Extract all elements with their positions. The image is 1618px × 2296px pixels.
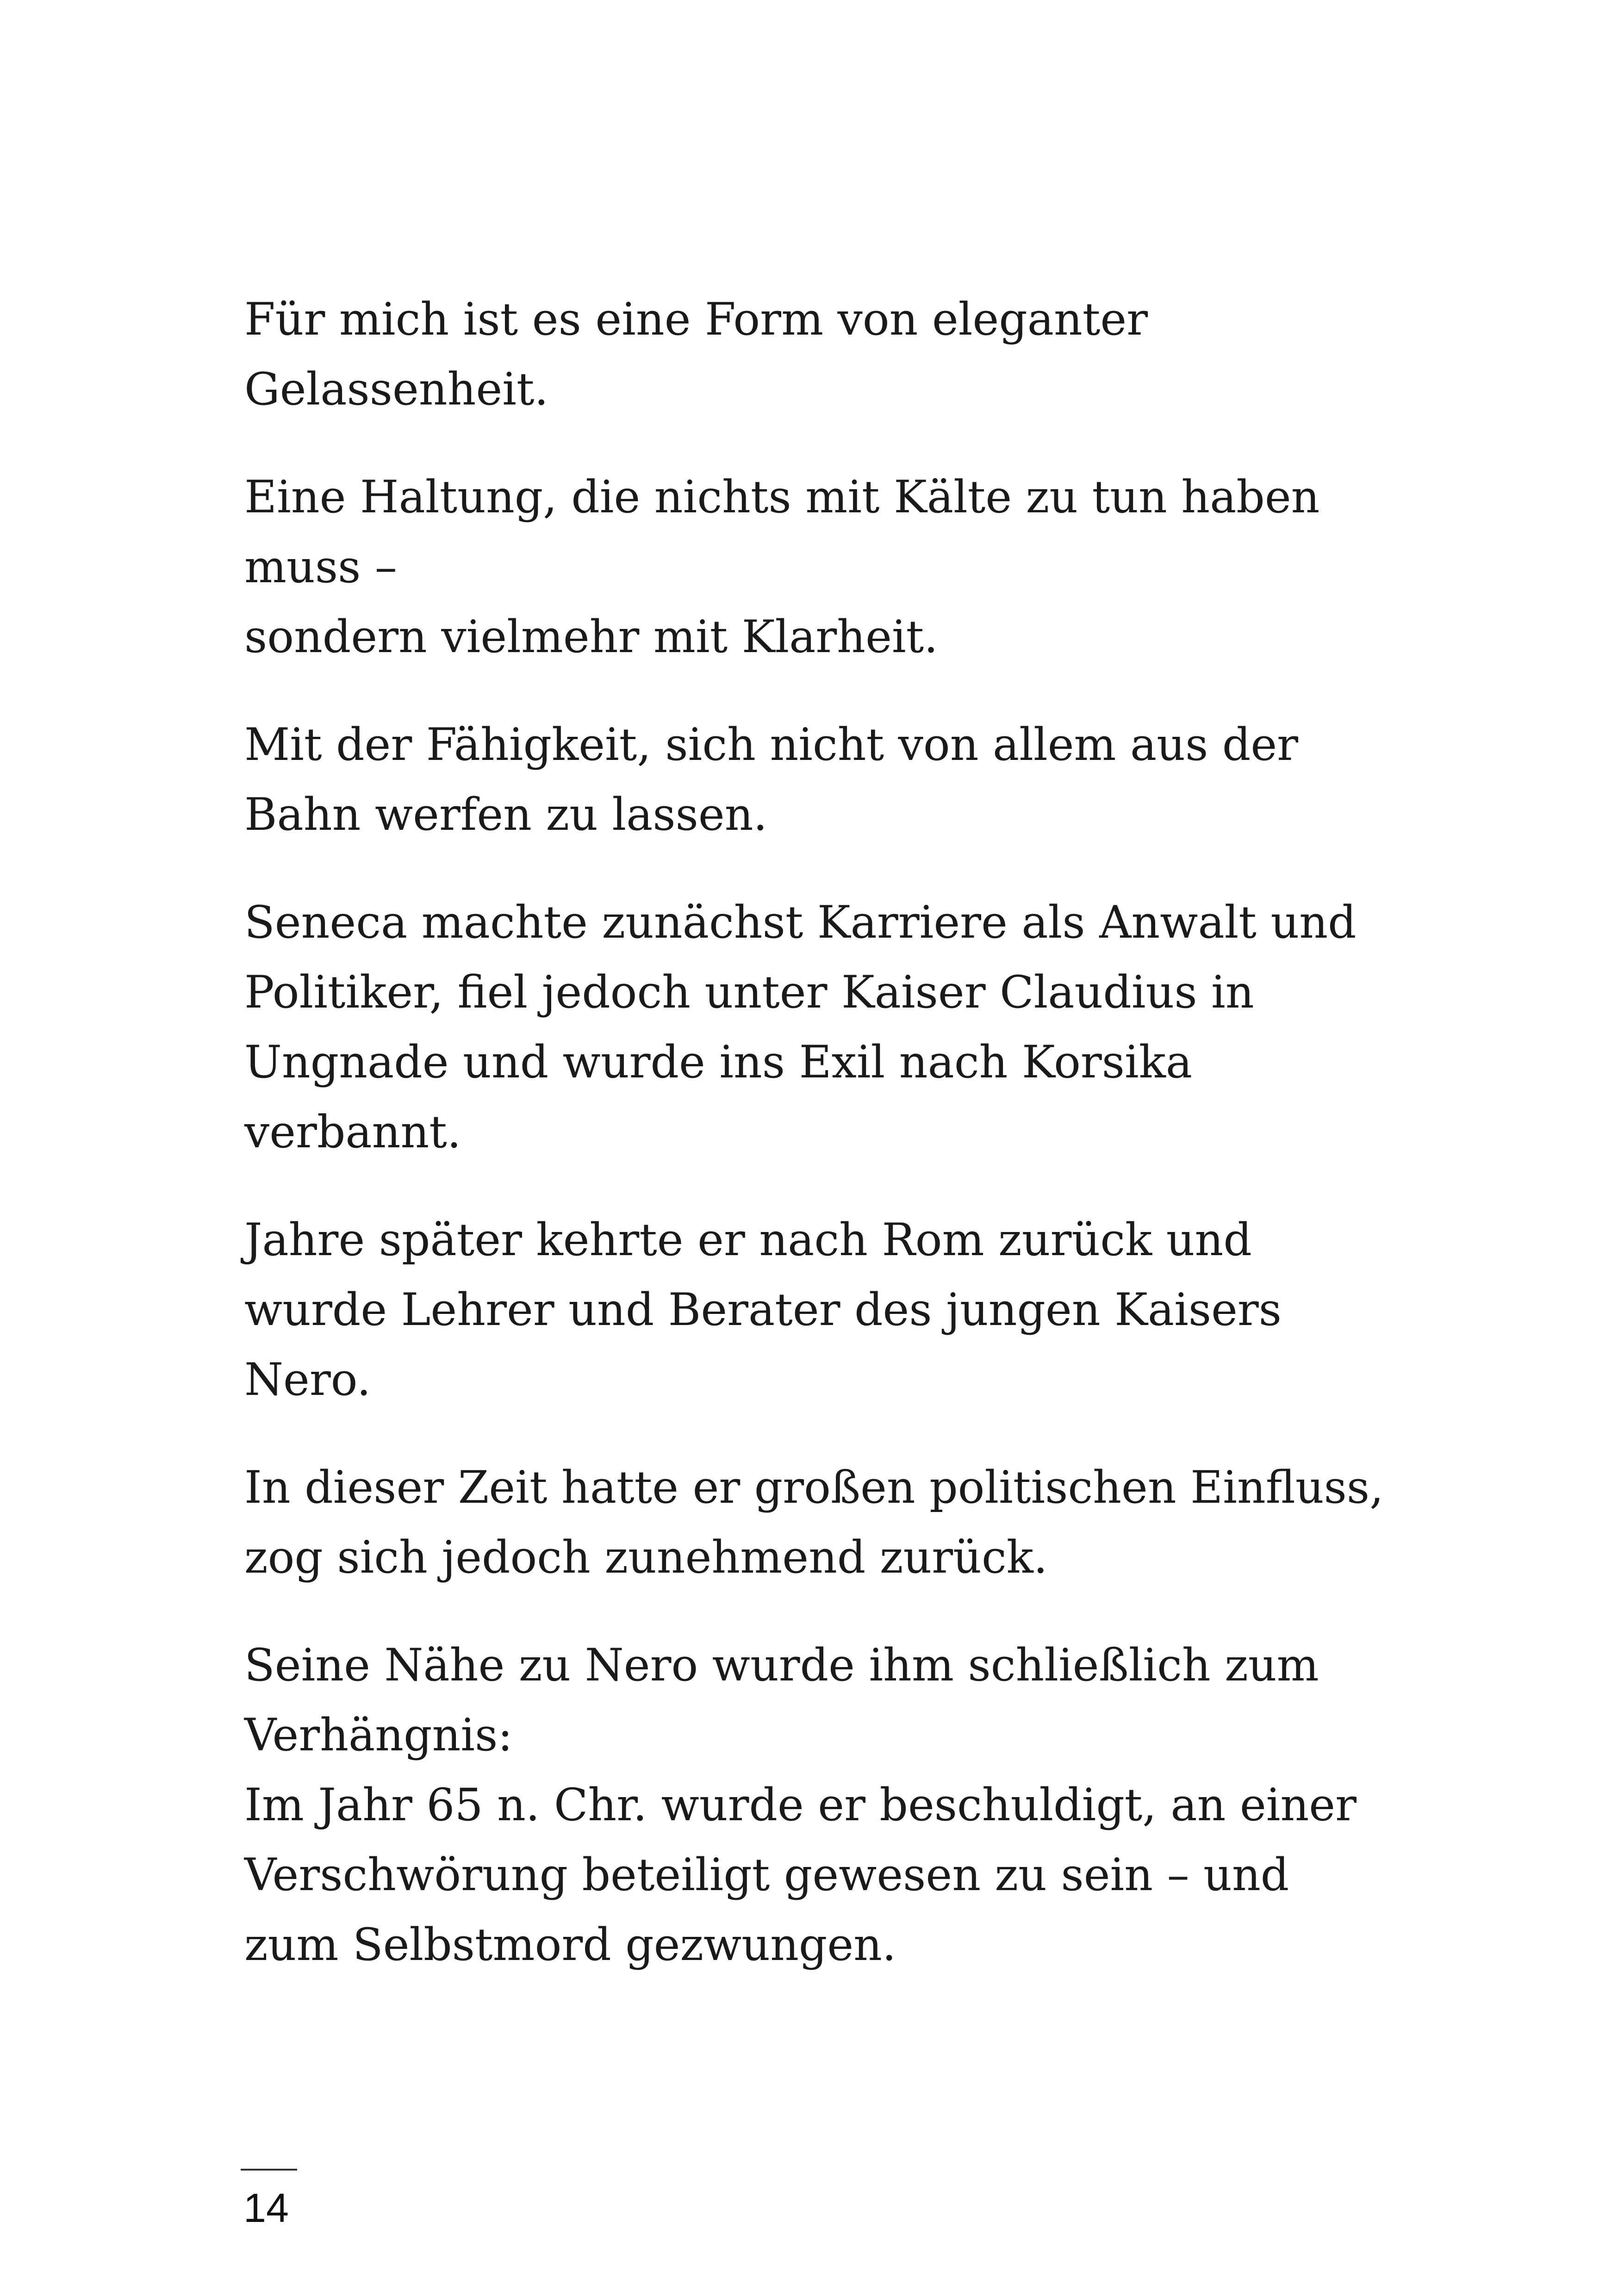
text-line: Ungnade und wurde ins Exil nach Korsika — [244, 1036, 1193, 1088]
footer-divider — [241, 2169, 297, 2171]
text-line: Jahre später kehrte er nach Rom zurück und — [244, 1214, 1252, 1266]
text-line: Eine Haltung, die nichts mit Kälte zu tun haben — [244, 471, 1320, 523]
paragraph — [244, 1630, 1383, 1980]
text-line: Im Jahr 65 n. Chr. wurde er beschuldigt, an einer — [244, 1779, 1357, 1831]
text-line: Bahn werfen zu lassen. — [244, 789, 768, 840]
text-line: Mit der Fähigkeit, sich nicht von allem aus der — [244, 719, 1299, 771]
paragraph — [244, 285, 1383, 424]
body-text — [244, 285, 1383, 1980]
text-line: verbannt. — [244, 1106, 461, 1158]
text-line: zog sich jedoch zunehmend zurück. — [244, 1531, 1048, 1583]
text-line: Seneca machte zunächst Karriere als Anwalt und — [244, 896, 1357, 948]
text-line: Verhängnis: — [244, 1709, 513, 1761]
text-line: sondern vielmehr mit Klarheit. — [244, 611, 938, 663]
text-line: zum Selbstmord gezwungen. — [244, 1919, 896, 1971]
page-number: 14 — [243, 2185, 289, 2231]
text-line: Seine Nähe zu Nero wurde ihm schließlich zum — [244, 1639, 1319, 1691]
paragraph — [244, 1205, 1383, 1415]
paragraph — [244, 710, 1383, 850]
paragraph — [244, 462, 1383, 672]
text-line: Für mich ist es eine Form von eleganter — [244, 293, 1148, 345]
text-line: In dieser Zeit hatte er großen politischen Einfluss, — [244, 1462, 1384, 1513]
text-line: Nero. — [244, 1354, 371, 1406]
text-line: wurde Lehrer und Berater des jungen Kaisers — [244, 1284, 1282, 1336]
paragraph — [244, 1453, 1383, 1593]
text-line: Verschwörung beteiligt gewesen zu sein – und — [244, 1849, 1289, 1901]
text-line: Gelassenheit. — [244, 363, 549, 415]
text-line: muss – — [244, 541, 397, 593]
paragraph — [244, 888, 1383, 1167]
text-line: Politiker, fiel jedoch unter Kaiser Claudius in — [244, 966, 1254, 1018]
